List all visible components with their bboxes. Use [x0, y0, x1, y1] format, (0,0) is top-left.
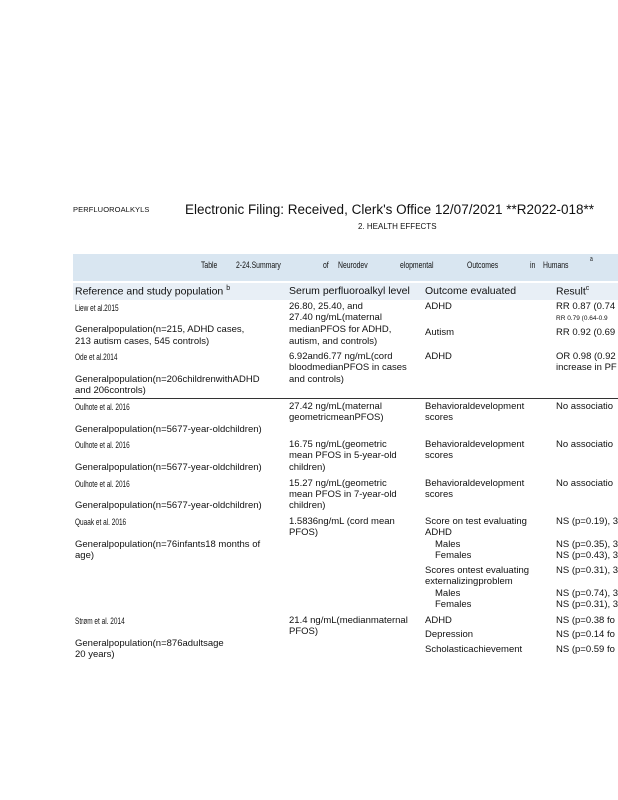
reference-citation: Oulhote et al. 2016: [75, 402, 130, 412]
serum-level: children): [289, 500, 326, 511]
serum-level: mean PFOS in 5-year-old: [289, 450, 397, 461]
serum-level: PFOS): [289, 527, 319, 538]
outcome: scores: [425, 489, 453, 500]
outcome: Score on test evaluating: [425, 516, 527, 527]
population-line: Generalpopulation(n=76infants18 months of: [75, 539, 261, 550]
result: NS (p=0.43), 3: [556, 550, 618, 561]
caption-word: elopmental: [400, 260, 434, 271]
reference-citation: Strøm et al. 2014: [75, 616, 125, 626]
outcome: ADHD: [425, 527, 452, 538]
result: RR 0.92 (0.69: [556, 327, 616, 338]
outcome: scores: [425, 412, 453, 423]
result: NS (p=0.31), 3: [556, 599, 618, 610]
result: NS (p=0.35), 3: [556, 539, 618, 550]
serum-level: children): [289, 462, 326, 473]
population-line: Generalpopulation(n=206childrenwithADHD: [75, 374, 260, 385]
caption-word: Humans: [543, 260, 569, 271]
column-header-result: Result$^c$: [556, 285, 590, 298]
result: NS (p=0.31), 3: [556, 565, 618, 576]
serum-level: 27.40 ng/mL(maternal: [289, 312, 382, 323]
result: OR 0.98 (0.92: [556, 351, 616, 362]
result: NS (p=0.14 fo: [556, 629, 615, 640]
serum-level: 26.80, 25.40, and: [289, 301, 363, 312]
caption-word: Outcomes: [467, 260, 499, 271]
serum-level: 16.75 ng/mL(geometric: [289, 439, 387, 450]
serum-level: autism, and controls): [289, 336, 378, 347]
serum-level: bloodmedianPFOS in cases: [289, 362, 407, 373]
outcome: externalizingproblem: [425, 576, 513, 587]
result: increase in PF: [556, 362, 617, 373]
column-header-outcome: Outcome evaluated: [425, 285, 517, 297]
result: No associatio: [556, 478, 614, 489]
serum-level: mean PFOS in 7-year-old: [289, 489, 397, 500]
population-line: age): [75, 550, 95, 561]
population-line: Generalpopulation(n=5677-year-oldchildren): [75, 500, 262, 511]
caption-word: Table: [201, 260, 218, 271]
running-head: PERFLUOROALKYLS: [73, 205, 150, 214]
serum-level: 1.5836ng/mL (cord mean: [289, 516, 395, 527]
serum-level: geometricmeanPFOS): [289, 412, 384, 423]
outcome: scores: [425, 450, 453, 461]
outcome: Scholasticachievement: [425, 644, 523, 655]
outcome-subgroup: Females: [435, 550, 472, 561]
serum-level: PFOS): [289, 626, 319, 637]
reference-citation: Liew et al.2015: [75, 303, 119, 313]
population-line: Generalpopulation(n=215, ADHD cases,: [75, 324, 245, 335]
serum-level: 6.92and6.77 ng/mL(cord: [289, 351, 393, 362]
caption-word: Neurodev: [338, 260, 368, 271]
reference-citation: Oulhote et al. 2016: [75, 440, 130, 450]
outcome-subgroup: Males: [435, 539, 461, 550]
outcome: Depression: [425, 629, 474, 640]
result: NS (p=0.38 fo: [556, 615, 615, 626]
result: No associatio: [556, 401, 614, 412]
reference-citation: Quaak et al. 2016: [75, 517, 127, 527]
outcome: Autism: [425, 327, 455, 338]
outcome: ADHD: [425, 301, 452, 312]
column-header-serum: Serum perfluoroalkyl level: [289, 285, 410, 297]
population-line: Generalpopulation(n=5677-year-oldchildren): [75, 462, 262, 473]
serum-level: and controls): [289, 374, 344, 385]
population-line: 213 autism cases, 545 controls): [75, 336, 210, 347]
outcome: Scores ontest evaluating: [425, 565, 530, 576]
result: NS (p=0.59 fo: [556, 644, 615, 655]
caption-footnote-marker: a: [590, 256, 593, 263]
caption-word: in: [530, 260, 536, 271]
outcome: Behavioraldevelopment: [425, 439, 525, 450]
population-line: Generalpopulation(n=5677-year-oldchildren): [75, 424, 262, 435]
outcome-subgroup: Females: [435, 599, 472, 610]
population-line: 20 years): [75, 649, 115, 660]
result: RR 0.87 (0.74: [556, 301, 616, 312]
result: NS (p=0.74), 3: [556, 588, 618, 599]
caption-word: of: [323, 260, 329, 271]
outcome: Behavioraldevelopment: [425, 401, 525, 412]
reference-citation: Oulhote et al. 2016: [75, 479, 130, 489]
reference-citation: Ode et al.2014: [75, 352, 118, 362]
outcome: ADHD: [425, 351, 452, 362]
serum-level: 27.42 ng/mL(maternal: [289, 401, 382, 412]
result: RR 0.79 (0.64-0.9: [556, 315, 608, 322]
serum-level: medianPFOS for ADHD,: [289, 324, 392, 335]
outcome-subgroup: Males: [435, 588, 461, 599]
population-line: Generalpopulation(n=876adultsage: [75, 638, 224, 649]
row-divider: [73, 398, 618, 399]
chapter-heading: 2. HEALTH EFFECTS: [358, 222, 437, 231]
population-line: and 206controls): [75, 385, 146, 396]
result: NS (p=0.19), 3: [556, 516, 618, 527]
caption-word: 2-24.Summary: [236, 260, 281, 271]
result: No associatio: [556, 439, 614, 450]
filing-stamp: Electronic Filing: Received, Clerk's Office 12/07/2021 **R2022-018**: [185, 202, 595, 217]
outcome: Behavioraldevelopment: [425, 478, 525, 489]
serum-level: 21.4 ng/mL(medianmaternal: [289, 615, 408, 626]
serum-level: 15.27 ng/mL(geometric: [289, 478, 387, 489]
outcome: ADHD: [425, 615, 452, 626]
column-header-reference: Reference and study population $^b$: [75, 285, 231, 298]
